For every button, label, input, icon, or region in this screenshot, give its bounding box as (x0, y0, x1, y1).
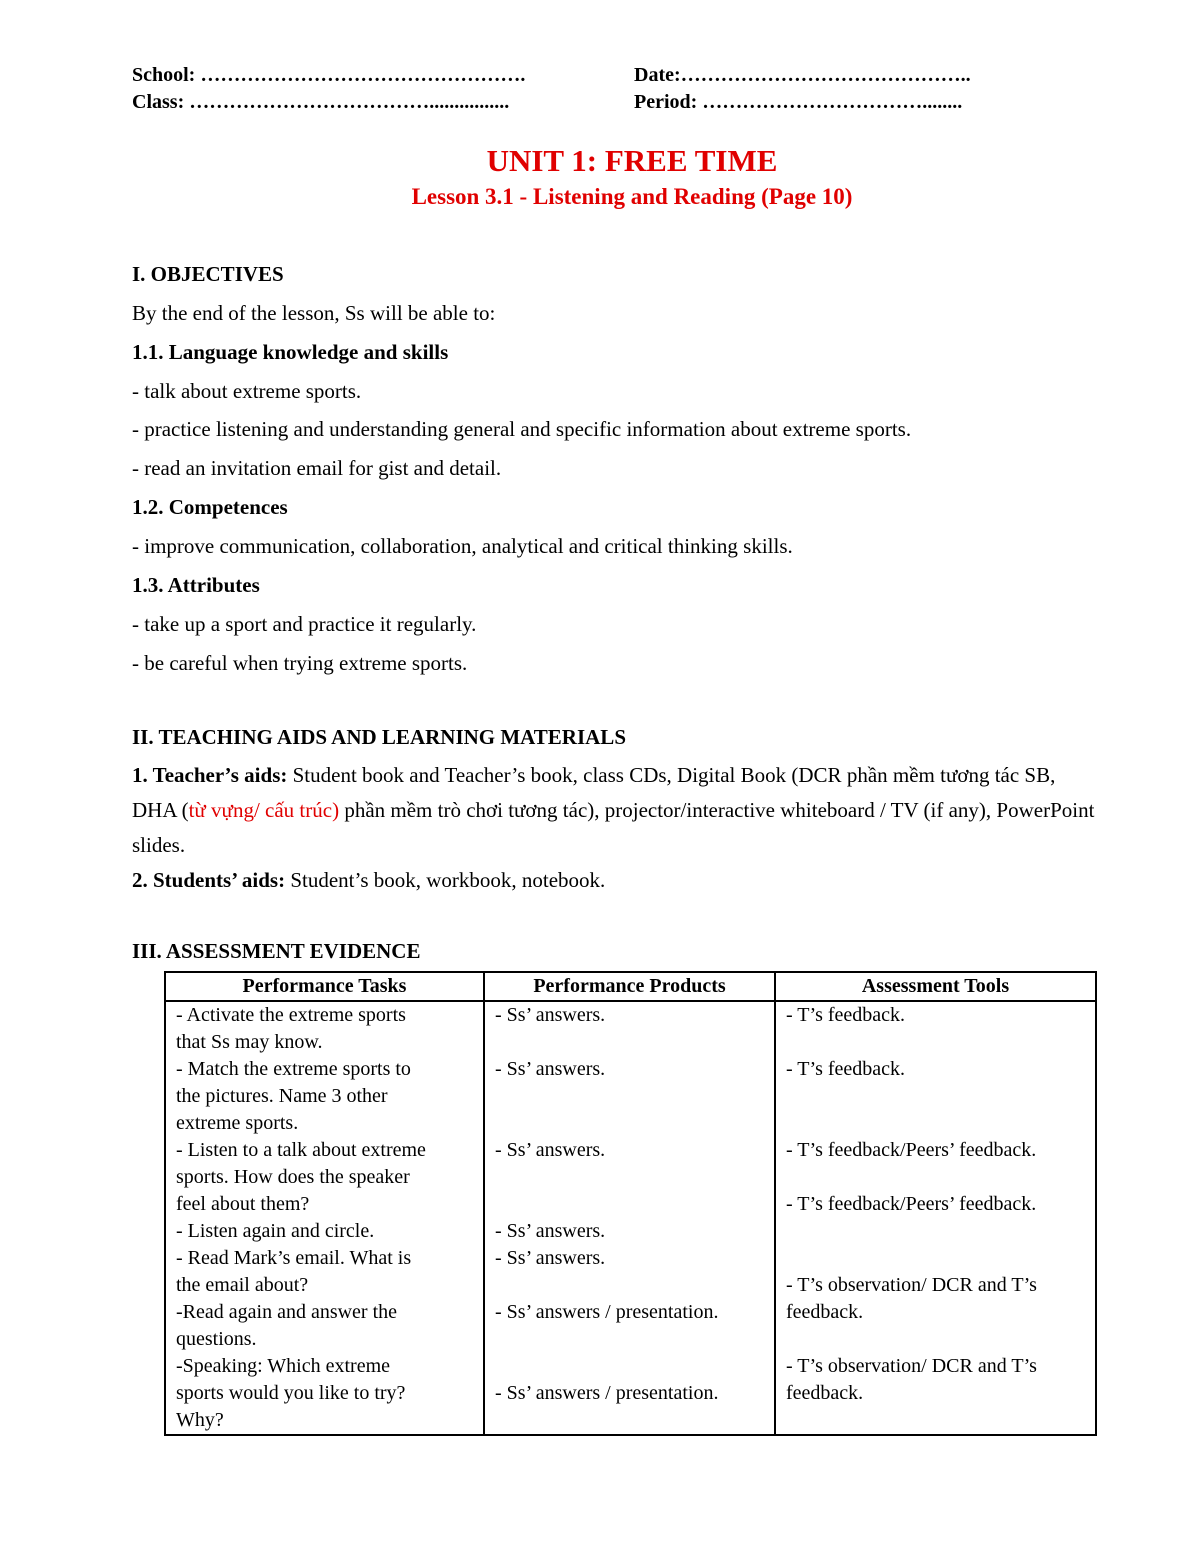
attributes-item: - be careful when trying extreme sports. (132, 651, 468, 675)
students-aids-paragraph (132, 863, 1102, 898)
task-line: - Listen to a talk about extreme (176, 1139, 426, 1161)
task-line: extreme sports. (176, 1112, 299, 1134)
tool-line: - T’s feedback/Peers’ feedback. (786, 1193, 1037, 1215)
tool-line (786, 1083, 1085, 1110)
product-line (495, 1326, 764, 1353)
objectives-heading: I. OBJECTIVES (132, 262, 284, 286)
teacher-aids-label: 1. Teacher’s aids: (132, 763, 288, 787)
product-line (495, 1407, 764, 1434)
product-line (495, 1272, 764, 1299)
tool-line: feedback. (786, 1301, 864, 1323)
product-line (495, 1191, 764, 1218)
unit-title: UNIT 1: FREE TIME (486, 143, 778, 178)
tasks-cell (165, 1001, 484, 1435)
task-line: that Ss may know. (176, 1031, 323, 1053)
language-item: - practice listening and understanding general and specific information about extreme sports. (132, 417, 912, 441)
language-item: - read an invitation email for gist and detail. (132, 456, 502, 480)
tool-line: - T’s observation/ DCR and T’s (786, 1355, 1037, 1377)
task-line: -Speaking: Which extreme (176, 1355, 391, 1377)
tool-line (786, 1407, 1085, 1434)
tool-line: - T’s observation/ DCR and T’s (786, 1274, 1037, 1296)
task-line: - Listen again and circle. (176, 1220, 375, 1242)
school-field: School: …………………………………………. (132, 64, 526, 86)
tool-line: - T’s feedback/Peers’ feedback. (786, 1139, 1037, 1161)
task-line: questions. (176, 1328, 257, 1350)
tool-line (786, 1218, 1085, 1245)
products-cell (484, 1001, 775, 1435)
product-line: - Ss’ answers. (495, 1247, 606, 1269)
product-line: - Ss’ answers. (495, 1220, 606, 1242)
tool-line: feedback. (786, 1382, 864, 1404)
attributes-heading: 1.3. Attributes (132, 573, 260, 597)
product-line: - Ss’ answers / presentation. (495, 1301, 719, 1323)
product-line (495, 1164, 764, 1191)
product-line (495, 1353, 764, 1380)
tool-line (786, 1110, 1085, 1137)
students-aids-label: 2. Students’ aids: (132, 868, 286, 892)
tool-line: - T’s feedback. (786, 1058, 906, 1080)
task-line: the email about? (176, 1274, 309, 1296)
task-line: - Read Mark’s email. What is (176, 1247, 412, 1269)
lesson-title: Lesson 3.1 - Listening and Reading (Page 10) (411, 184, 853, 209)
teacher-aids-paragraph (132, 758, 1102, 863)
task-line: the pictures. Name 3 other (176, 1085, 388, 1107)
objectives-intro: By the end of the lesson, Ss will be able to: (132, 301, 496, 325)
table-header-row (165, 972, 1096, 1001)
product-line: - Ss’ answers. (495, 1058, 606, 1080)
task-line: Why? (176, 1409, 224, 1431)
class-field: Class: ………………………………................ (132, 91, 510, 113)
product-line (495, 1110, 764, 1137)
assessment-heading: III. ASSESSMENT EVIDENCE (132, 939, 421, 963)
product-line (495, 1029, 764, 1056)
product-line: - Ss’ answers / presentation. (495, 1382, 719, 1404)
aids-heading: II. TEACHING AIDS AND LEARNING MATERIALS (132, 725, 626, 749)
task-line: sports would you like to try? (176, 1382, 406, 1404)
tool-line (786, 1164, 1085, 1191)
tools-cell (775, 1001, 1096, 1435)
tool-line (786, 1326, 1085, 1353)
competences-item: - improve communication, collaboration, analytical and critical thinking skills. (132, 534, 793, 558)
assessment-table (164, 971, 1097, 1436)
teacher-aids-text-highlight: từ vựng/ cấu trúc) (188, 798, 340, 822)
language-heading: 1.1. Language knowledge and skills (132, 340, 449, 364)
attributes-item: - take up a sport and practice it regularly. (132, 612, 477, 636)
teacher-aids-text-cont: phần mềm trò chơi tương tác), projector/interactive whiteboard / TV (if any), PowerPoint slides. (132, 798, 1095, 857)
column-header: Performance Tasks (165, 972, 484, 1001)
column-header: Assessment Tools (775, 972, 1096, 1001)
period-field: Period: ……………………………........ (634, 91, 963, 113)
table-row (165, 1001, 1096, 1435)
product-line: - Ss’ answers. (495, 1004, 606, 1026)
task-line: sports. How does the speaker (176, 1166, 410, 1188)
tool-line (786, 1029, 1085, 1056)
product-line: - Ss’ answers. (495, 1139, 606, 1161)
tool-line: - T’s feedback. (786, 1004, 906, 1026)
task-line: -Read again and answer the (176, 1301, 398, 1323)
column-header: Performance Products (484, 972, 775, 1001)
tool-line (786, 1245, 1085, 1272)
date-field: Date:…………………………………….. (634, 64, 971, 86)
language-item: - talk about extreme sports. (132, 379, 362, 403)
task-line: - Match the extreme sports to (176, 1058, 411, 1080)
students-aids-text: Student’s book, workbook, notebook. (285, 868, 606, 892)
teacher-aids-text: Student book and Teacher’s book, class CDs, Digital Book (DCR phần mềm tương tác SB, DHA ( (132, 763, 1056, 822)
task-line: feel about them? (176, 1193, 310, 1215)
task-line: - Activate the extreme sports (176, 1004, 406, 1026)
competences-heading: 1.2. Competences (132, 495, 288, 519)
product-line (495, 1083, 764, 1110)
